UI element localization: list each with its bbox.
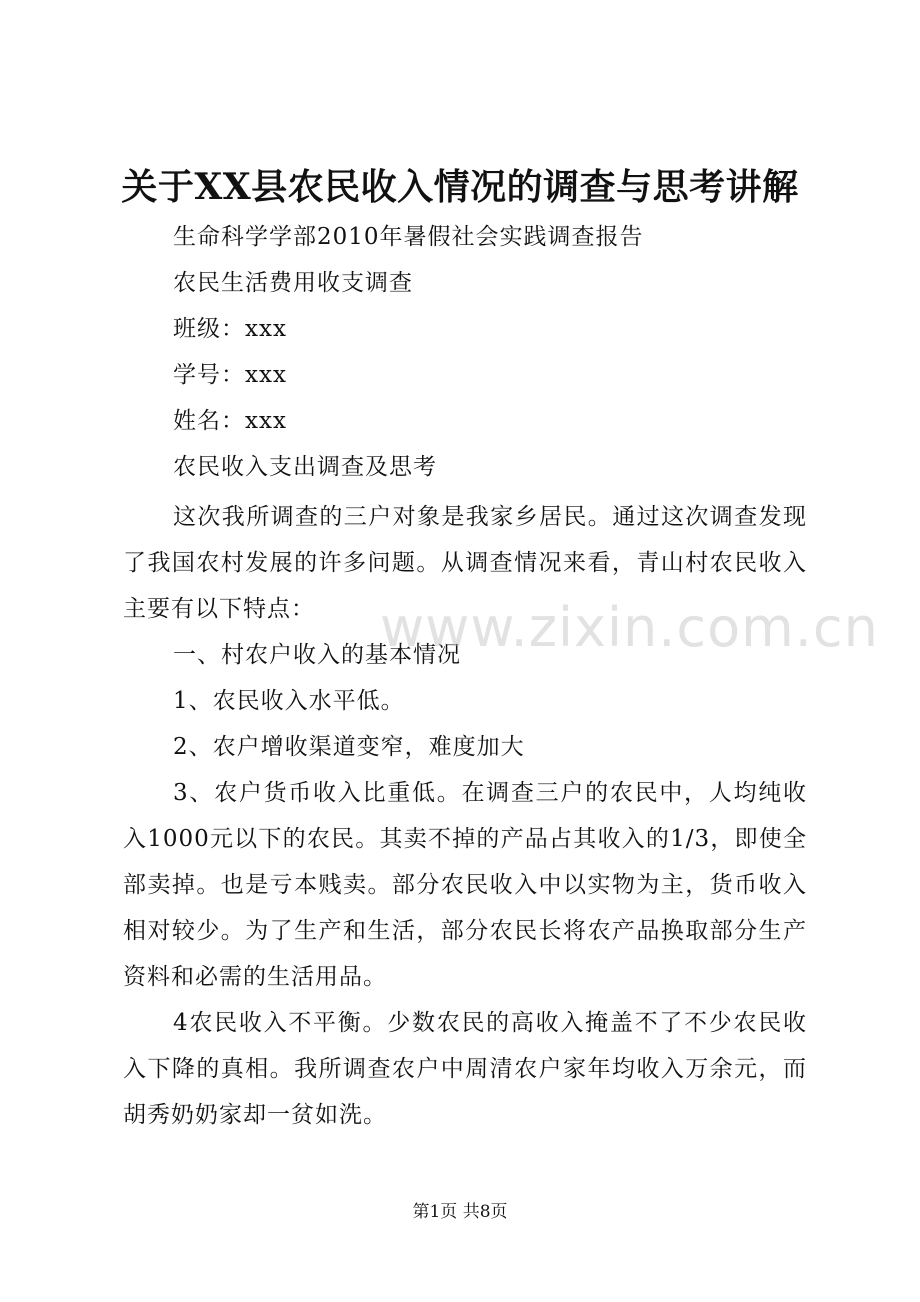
point-2: 2、农户增收渠道变窄，难度加大 bbox=[173, 734, 525, 760]
report-subtitle: 生命科学学部2010年暑假社会实践调查报告 bbox=[173, 224, 644, 250]
watermark: www.zixin.com.cn bbox=[380, 596, 879, 659]
survey-topic: 农民生活费用收支调查 bbox=[173, 270, 413, 296]
section-heading: 农民收入支出调查及思考 bbox=[173, 454, 437, 480]
point-3: 3、农户货币收入比重低。在调查三户的农民中，人均纯收入1000元以下的农民。其卖不掉的产品占其收入的1/3，即使全部卖掉。也是亏本贱卖。部分农民收入中以实物为主，货币收入相对较少。为了生产和生活，部分农民长将农产品换取部分生产资料和必需的生活用品。 bbox=[123, 780, 807, 990]
page-footer: 第1页 共8页 bbox=[412, 1202, 508, 1222]
class-field: 班级：xxx bbox=[173, 316, 287, 342]
point-4: 4农民收入不平衡。少数农民的高收入掩盖不了不少农民收入下降的真相。我所调查农户中周清农户家年均收入万余元，而胡秀奶奶家却一贫如洗。 bbox=[123, 1010, 807, 1128]
student-id-field: 学号：xxx bbox=[173, 362, 287, 388]
document-title: 关于XX县农民收入情况的调查与思考讲解 bbox=[121, 166, 799, 208]
intro-paragraph: 这次我所调查的三户对象是我家乡居民。通过这次调查发现了我国农村发展的许多问题。从调查情况来看，青山村农民收入主要有以下特点： bbox=[123, 504, 807, 622]
heading-basic-situation: 一、村农户收入的基本情况 bbox=[173, 642, 461, 668]
name-field: 姓名：xxx bbox=[173, 408, 287, 434]
point-1: 1、农民收入水平低。 bbox=[173, 688, 405, 714]
